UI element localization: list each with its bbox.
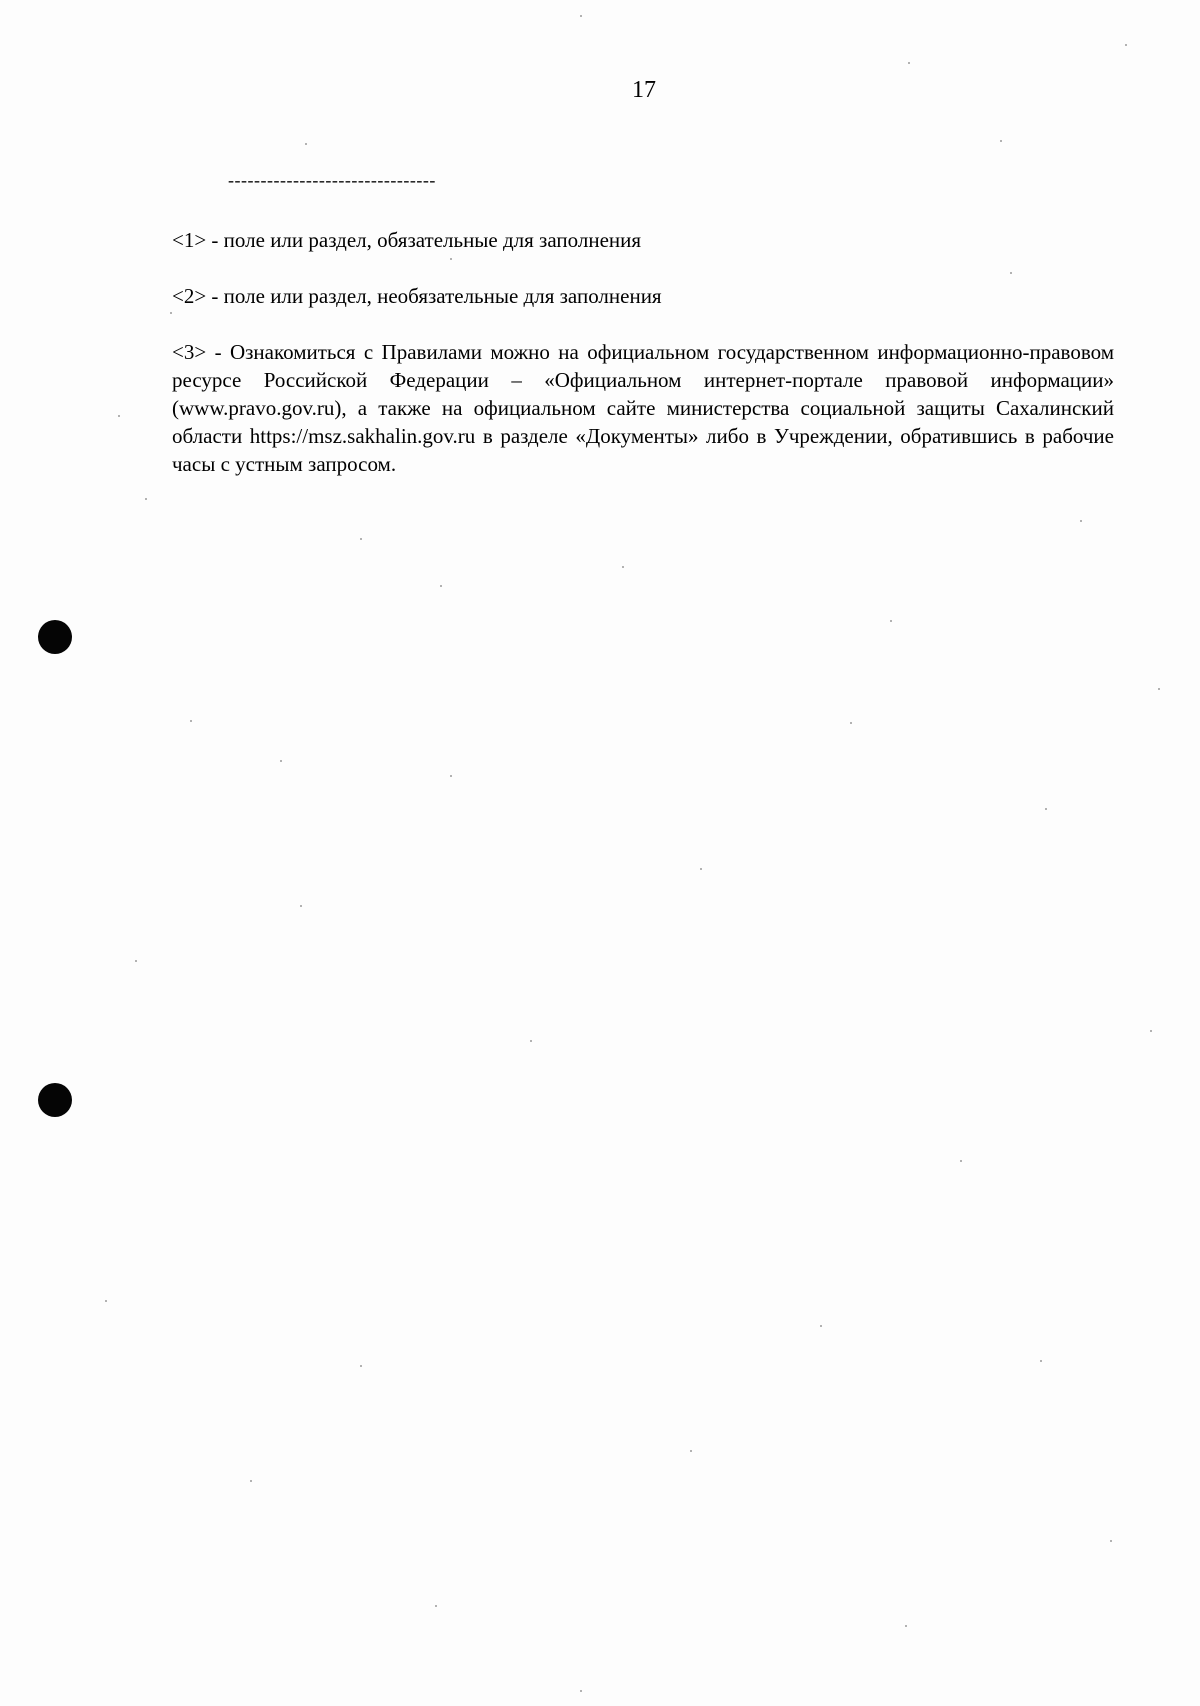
scan-speck bbox=[118, 415, 120, 417]
scan-speck bbox=[280, 760, 282, 762]
scan-speck bbox=[135, 960, 137, 962]
scan-speck bbox=[145, 498, 147, 500]
scan-speck bbox=[360, 1365, 362, 1367]
scan-speck bbox=[250, 1480, 252, 1482]
footnote-3: <3> - Ознакомиться с Правилами можно на официальном государственном информационно-правовом ресурсе Российской Федерации – «Официальном интернет-портале правовой информации» (www.pravo.gov.ru), а также на официальном сайте министерства социальной защиты Сахалинский области https://msz.sakhalin.gov.ru в разделе «Документы» либо в Учреждении, обратившись в рабочие часы с устным запросом. bbox=[172, 340, 1114, 476]
scan-speck bbox=[700, 868, 702, 870]
punch-hole-bottom bbox=[38, 1083, 72, 1117]
scan-speck bbox=[820, 1325, 822, 1327]
scan-speck bbox=[1158, 688, 1160, 690]
scan-speck bbox=[908, 62, 910, 64]
scan-speck bbox=[622, 566, 624, 568]
scan-speck bbox=[360, 538, 362, 540]
footnote-2: <2> - поле или раздел, необязательные для заполнения bbox=[172, 284, 662, 308]
scan-speck bbox=[1040, 1360, 1042, 1362]
scan-speck bbox=[105, 1300, 107, 1302]
punch-hole-top bbox=[38, 620, 72, 654]
scan-speck bbox=[1080, 520, 1082, 522]
scan-speck bbox=[850, 722, 852, 724]
scan-speck bbox=[1150, 1030, 1152, 1032]
scan-speck bbox=[305, 143, 307, 145]
scan-speck bbox=[1110, 1540, 1112, 1542]
scan-speck bbox=[905, 1625, 907, 1627]
scan-speck bbox=[170, 312, 172, 314]
scan-speck bbox=[190, 720, 192, 722]
scan-speck bbox=[530, 1040, 532, 1042]
scan-speck bbox=[300, 905, 302, 907]
scan-speck bbox=[580, 15, 582, 17]
scan-speck bbox=[1000, 140, 1002, 142]
scan-speck bbox=[450, 258, 452, 260]
footnote-separator: -------------------------------- bbox=[228, 170, 436, 190]
footnote-1: <1> - поле или раздел, обязательные для заполнения bbox=[172, 228, 642, 252]
scan-speck bbox=[960, 1160, 962, 1162]
scan-speck bbox=[450, 775, 452, 777]
scan-speck bbox=[440, 585, 442, 587]
scan-speck bbox=[435, 1605, 437, 1607]
scan-speck bbox=[1045, 808, 1047, 810]
scan-speck bbox=[890, 620, 892, 622]
scan-speck bbox=[1125, 44, 1127, 46]
scan-speck bbox=[1010, 272, 1012, 274]
scan-speck bbox=[690, 1450, 692, 1452]
page-number: 17 bbox=[632, 77, 656, 103]
scan-speck bbox=[580, 1690, 582, 1692]
